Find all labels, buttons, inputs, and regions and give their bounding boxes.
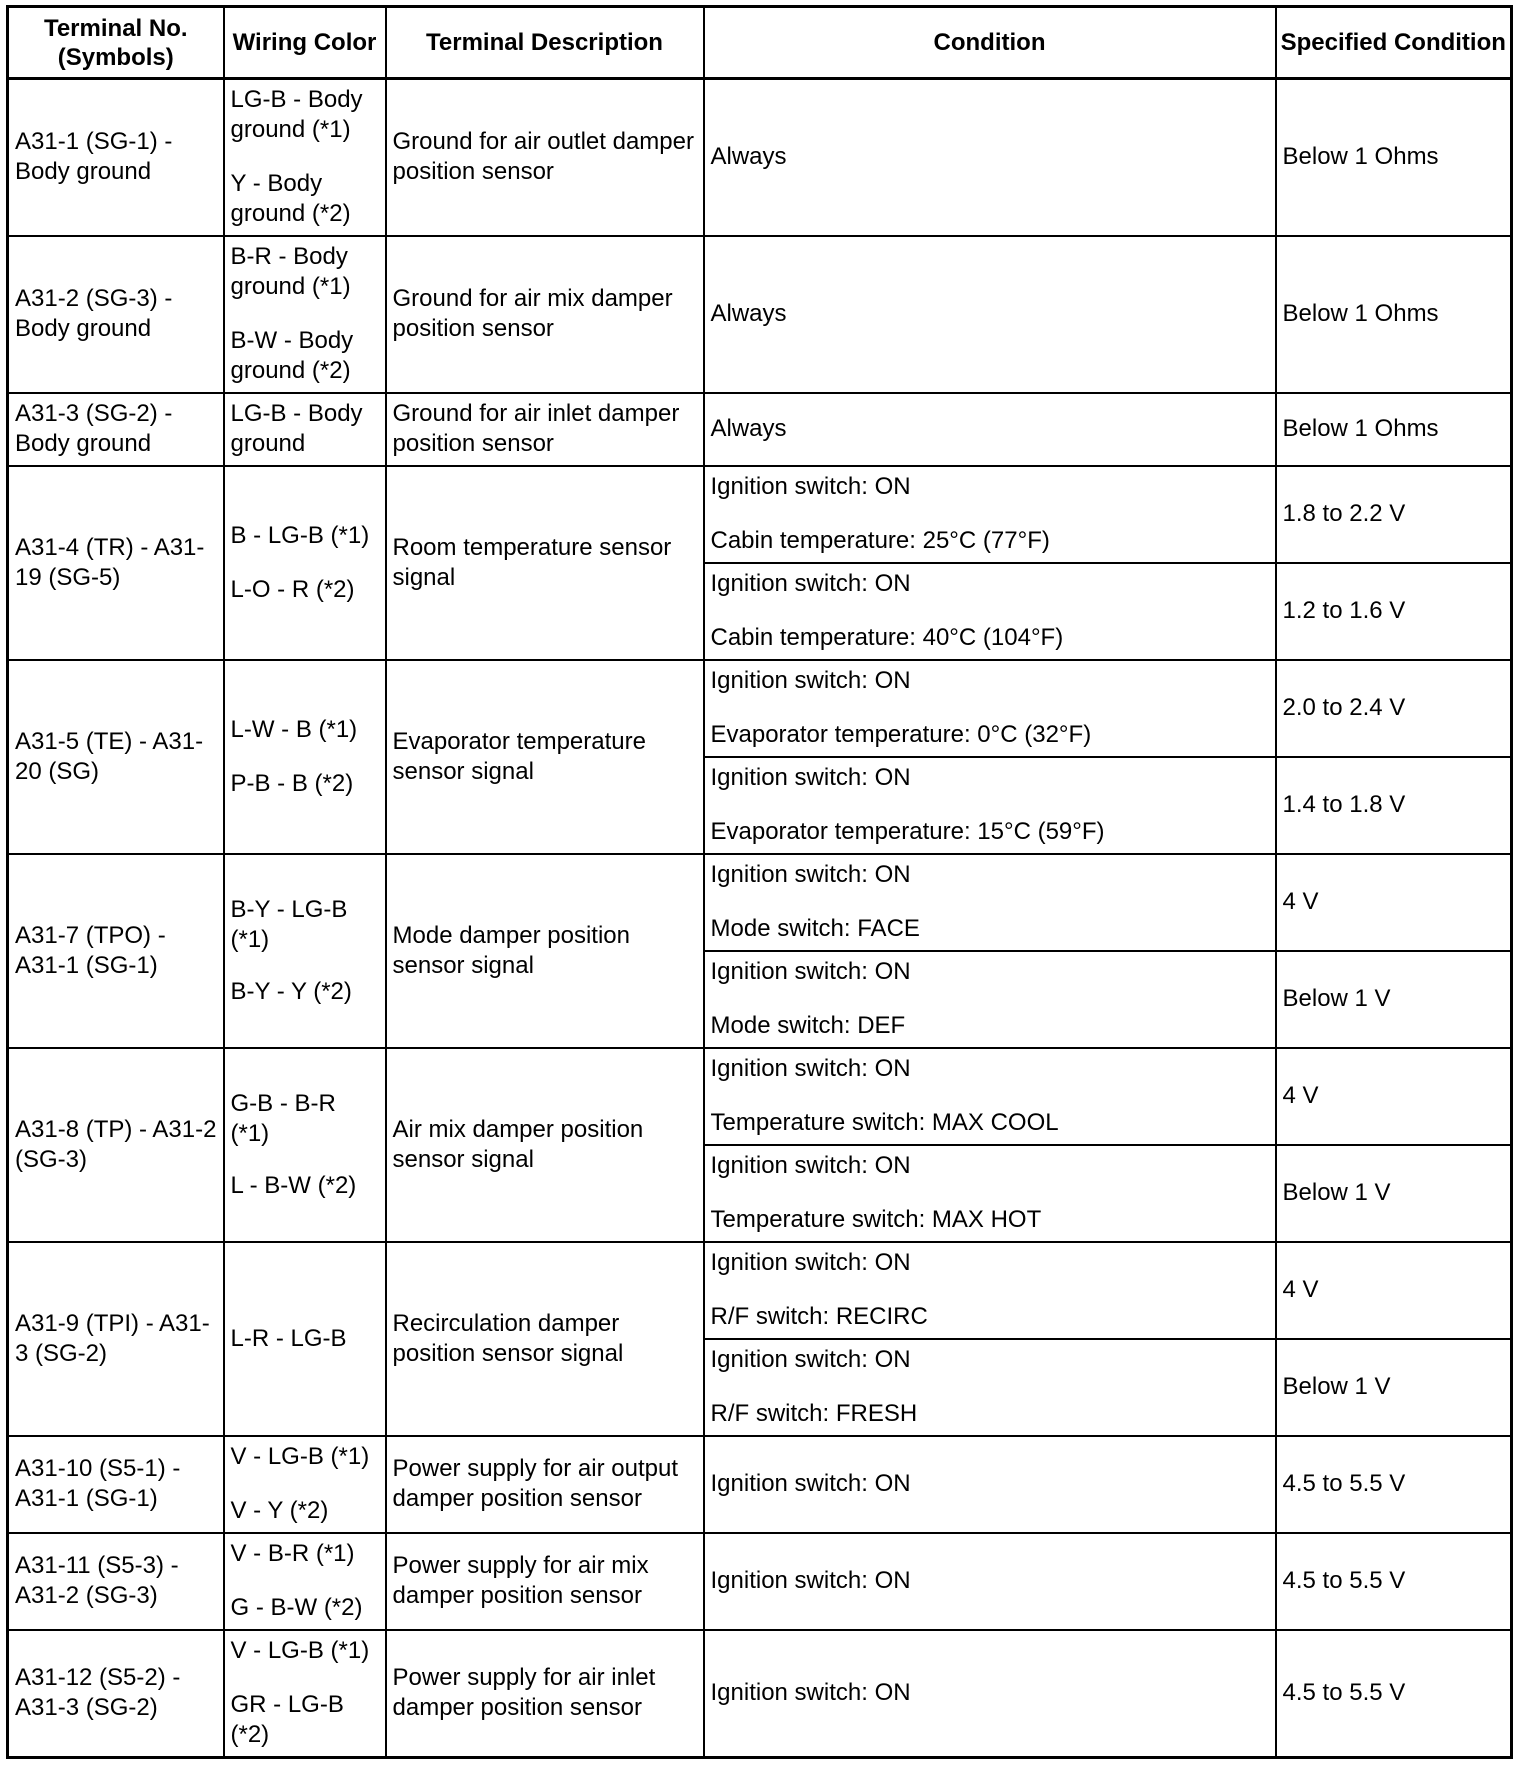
condition-line: Mode switch: DEF [710,1012,906,1039]
wiring-color: B-Y - Y (*2) [230,977,352,1005]
wiring-cell [224,393,386,466]
specified-cell: Below 1 Ohms [1276,236,1512,393]
header-condition: Condition [704,7,1276,79]
condition-cell [704,1630,1276,1758]
description-cell: Mode damper position sensor signal [386,854,704,1048]
wiring-color: L-W - B (*1) [230,715,358,743]
specified-cell: Below 1 V [1276,1145,1512,1242]
condition-cell [704,1339,1276,1436]
condition-line: Always [710,415,787,442]
table-row [8,1533,1512,1630]
condition-cell [704,1242,1276,1339]
wiring-cell [224,1048,386,1242]
specified-cell: 2.0 to 2.4 V [1276,660,1512,757]
wiring-color: V - LG-B (*1) [230,1443,370,1470]
terminal-cell: A31-10 (S5-1) - A31-1 (SG-1) [8,1436,224,1533]
condition-line: Ignition switch: ON [710,1567,911,1594]
wiring-cell [224,660,386,854]
wiring-cell [224,466,386,660]
wiring-color: LG-B - Body ground [230,400,363,457]
specified-cell: 4 V [1276,1242,1512,1339]
terminal-cell: A31-9 (TPI) - A31-3 (SG-2) [8,1242,224,1436]
condition-cell [704,660,1276,757]
table-row [8,236,1512,393]
condition-line: Mode switch: FACE [710,915,920,942]
terminal-cell: A31-12 (S5-2) - A31-3 (SG-2) [8,1630,224,1758]
specified-cell: Below 1 V [1276,1339,1512,1436]
description-cell: Ground for air mix damper position sensor [386,236,704,393]
condition-line: Ignition switch: ON [710,1152,911,1179]
wiring-color: Y - Body ground (*2) [230,170,351,228]
table-row [8,854,1512,951]
wiring-cell [224,236,386,393]
condition-line: Ignition switch: ON [710,1249,911,1276]
wiring-cell [224,1533,386,1630]
condition-cell [704,79,1276,236]
condition-cell [704,1436,1276,1533]
wiring-cell [224,79,386,236]
description-cell: Power supply for air output damper position sensor [386,1436,704,1533]
condition-cell [704,1533,1276,1630]
condition-line: Ignition switch: ON [710,570,911,597]
description-cell: Recirculation damper position sensor signal [386,1242,704,1436]
condition-line: Ignition switch: ON [710,1346,911,1373]
specified-cell: 4.5 to 5.5 V [1276,1630,1512,1758]
terminal-cell: A31-3 (SG-2) - Body ground [8,393,224,466]
header-wiring-color: Wiring Color [224,7,386,79]
condition-line: Temperature switch: MAX COOL [710,1109,1059,1136]
condition-cell [704,854,1276,951]
description-cell: Air mix damper position sensor signal [386,1048,704,1242]
table-row [8,660,1512,757]
description-cell: Room temperature sensor signal [386,466,704,660]
terminal-cell: A31-1 (SG-1) - Body ground [8,79,224,236]
terminal-inspection-table [6,5,1513,1759]
wiring-cell [224,1436,386,1533]
condition-line: Evaporator temperature: 0°C (32°F) [710,721,1092,748]
specified-cell: Below 1 V [1276,951,1512,1048]
wiring-cell [224,1242,386,1436]
specified-cell: 4 V [1276,1048,1512,1145]
wiring-color: B-Y - LG-B (*1) [230,895,348,953]
condition-line: Always [710,300,787,327]
terminal-cell: A31-2 (SG-3) - Body ground [8,236,224,393]
description-cell: Power supply for air mix damper position sensor [386,1533,704,1630]
specified-cell: 1.4 to 1.8 V [1276,757,1512,854]
specified-cell: Below 1 Ohms [1276,79,1512,236]
terminal-cell: A31-11 (S5-3) - A31-2 (SG-3) [8,1533,224,1630]
description-cell: Ground for air outlet damper position sensor [386,79,704,236]
wiring-color: B-R - Body ground (*1) [230,243,351,300]
condition-line: Ignition switch: ON [710,1679,911,1707]
table-row [8,466,1512,563]
specified-cell: Below 1 Ohms [1276,393,1512,466]
condition-line: Cabin temperature: 25°C (77°F) [710,527,1050,554]
wiring-color: V - LG-B (*1) [230,1637,370,1665]
table-row [8,1630,1512,1758]
description-cell: Ground for air inlet damper position sensor [386,393,704,466]
specified-cell: 1.2 to 1.6 V [1276,563,1512,660]
wiring-cell [224,854,386,1048]
condition-cell [704,563,1276,660]
condition-line: Ignition switch: ON [710,473,911,500]
specified-cell: 4.5 to 5.5 V [1276,1533,1512,1630]
wiring-color: B - LG-B (*1) [230,521,370,549]
description-cell: Evaporator temperature sensor signal [386,660,704,854]
condition-line: Cabin temperature: 40°C (104°F) [710,624,1064,651]
condition-line: Ignition switch: ON [710,667,911,694]
terminal-cell: A31-7 (TPO) - A31-1 (SG-1) [8,854,224,1048]
description-cell: Power supply for air inlet damper position sensor [386,1630,704,1758]
wiring-color: L-O - R (*2) [230,575,355,603]
terminal-cell: A31-8 (TP) - A31-2 (SG-3) [8,1048,224,1242]
header-specified-condition: Specified Condition [1276,7,1512,79]
condition-cell [704,1145,1276,1242]
wiring-color: V - B-R (*1) [230,1540,355,1567]
header-terminal-description: Terminal Description [386,7,704,79]
condition-line: R/F switch: RECIRC [710,1303,928,1330]
wiring-color: G - B-W (*2) [230,1594,363,1621]
condition-line: Ignition switch: ON [710,958,911,985]
table-row [8,1436,1512,1533]
header-row [8,7,1512,79]
wiring-color: LG-B - Body ground (*1) [230,86,363,144]
specified-cell: 1.8 to 2.2 V [1276,466,1512,563]
wiring-color: P-B - B (*2) [230,769,354,797]
condition-cell [704,466,1276,563]
terminal-cell: A31-5 (TE) - A31-20 (SG) [8,660,224,854]
condition-line: R/F switch: FRESH [710,1400,918,1427]
header-terminal: Terminal No. (Symbols) [8,7,224,79]
condition-line: Always [710,143,787,171]
wiring-color: L - B-W (*2) [230,1171,357,1199]
condition-line: Ignition switch: ON [710,861,911,888]
specified-cell: 4 V [1276,854,1512,951]
wiring-color: G-B - B-R (*1) [230,1089,336,1147]
table-row [8,393,1512,466]
table-row [8,79,1512,236]
wiring-color: V - Y (*2) [230,1497,329,1524]
condition-cell [704,393,1276,466]
specified-cell: 4.5 to 5.5 V [1276,1436,1512,1533]
table-row [8,1242,1512,1339]
table-row [8,1048,1512,1145]
condition-line: Ignition switch: ON [710,1470,911,1497]
terminal-cell: A31-4 (TR) - A31-19 (SG-5) [8,466,224,660]
condition-line: Ignition switch: ON [710,764,911,791]
condition-line: Temperature switch: MAX HOT [710,1206,1042,1233]
wiring-color: GR - LG-B (*2) [230,1691,344,1749]
wiring-cell [224,1630,386,1758]
condition-line: Evaporator temperature: 15°C (59°F) [710,818,1105,845]
condition-cell [704,1048,1276,1145]
condition-line: Ignition switch: ON [710,1055,911,1082]
wiring-color: L-R - LG-B [230,1324,347,1352]
condition-cell [704,951,1276,1048]
condition-cell [704,757,1276,854]
wiring-color: B-W - Body ground (*2) [230,327,354,384]
condition-cell [704,236,1276,393]
